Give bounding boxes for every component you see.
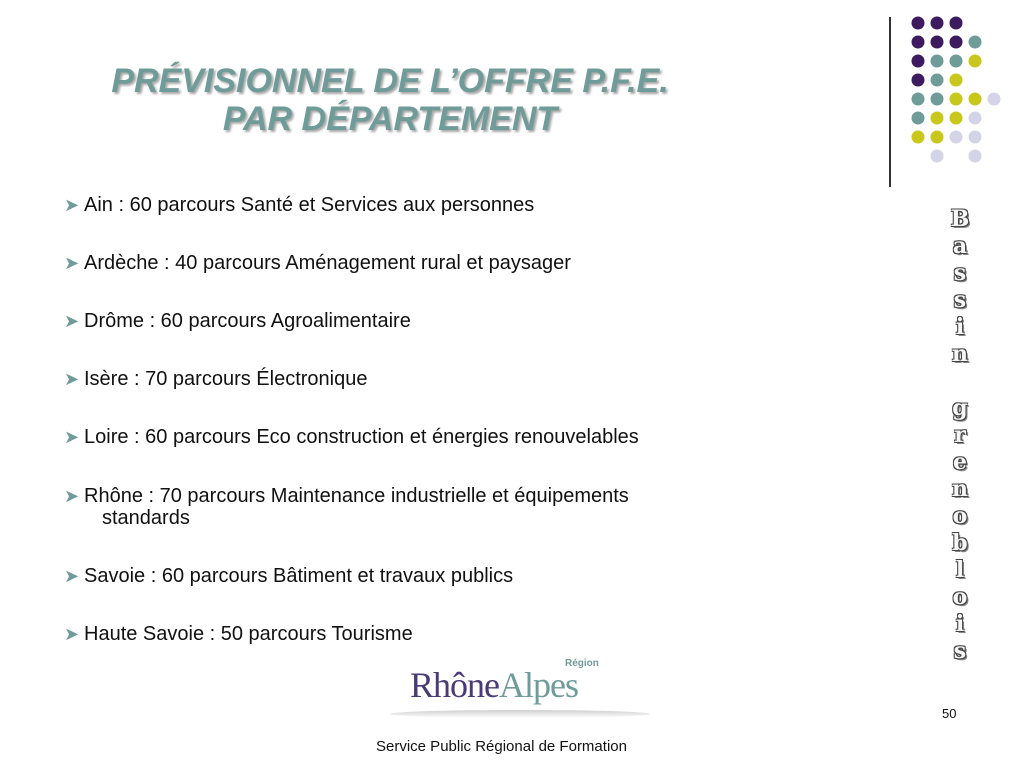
side-label-letter: n [952, 476, 968, 502]
chevron-right-icon: ➤ [64, 427, 80, 447]
bullet-item [64, 565, 784, 587]
decorative-dot [931, 55, 944, 68]
decorative-dot [969, 55, 982, 68]
side-label-letter: s [953, 287, 967, 313]
decorative-dot [931, 93, 944, 106]
decorative-dot [931, 74, 944, 87]
side-label-letters [936, 206, 984, 665]
decorative-dot [931, 131, 944, 144]
decorative-dot [969, 131, 982, 144]
decorative-dot [931, 17, 944, 30]
side-label-letter: b [952, 530, 968, 556]
bullet-item [64, 623, 784, 645]
title-line-1: PRÉVISIONNEL DE L’OFFRE P.F.E. [111, 62, 669, 100]
decorative-dot [912, 93, 925, 106]
chevron-right-icon: ➤ [64, 624, 80, 644]
decorative-dot [912, 55, 925, 68]
decorative-dot [950, 55, 963, 68]
footer-text: Service Public Régional de Formation [376, 738, 627, 755]
bullet-text-continued: standards [102, 507, 190, 529]
chevron-right-icon: ➤ [64, 486, 80, 506]
bullet-text: Ain : 60 parcours Santé et Services aux personnes [84, 194, 535, 216]
decorative-dot [912, 36, 925, 49]
logo-wordmark: RhôneAlpes [410, 665, 578, 705]
side-label-letter: e [953, 449, 967, 475]
chevron-right-icon: ➤ [64, 369, 80, 389]
side-label-letter: o [952, 503, 968, 529]
side-label-letter: l [955, 557, 965, 583]
logo-region-label: Région [565, 658, 599, 669]
decorative-dot [969, 93, 982, 106]
chevron-right-icon: ➤ [64, 311, 80, 331]
bullet-item [64, 194, 784, 216]
decorative-dot [950, 17, 963, 30]
bullet-text: Ardèche : 40 parcours Aménagement rural et paysager [84, 252, 571, 274]
decorative-dot [931, 150, 944, 163]
side-label-letter: r [954, 422, 966, 448]
side-label-letter: B [950, 206, 970, 232]
vertical-divider [889, 17, 891, 187]
bullet-item [64, 252, 784, 274]
side-label-letter: i [955, 314, 965, 340]
bullet-text: Haute Savoie : 50 parcours Tourisme [84, 623, 413, 645]
decorative-dot [950, 131, 963, 144]
decorative-dot [950, 93, 963, 106]
side-label-letter: i [955, 611, 965, 637]
decorative-dot [950, 36, 963, 49]
decorative-dot [931, 112, 944, 125]
bullet-item [64, 426, 784, 448]
side-label-letter: n [952, 341, 968, 367]
bullet-item [64, 485, 784, 529]
bullet-item [64, 368, 784, 390]
decorative-dot [969, 150, 982, 163]
rhonealpes-logo [410, 656, 625, 708]
decorative-dot [931, 36, 944, 49]
bullet-text: Drôme : 60 parcours Agroalimentaire [84, 310, 411, 332]
decorative-dot [950, 112, 963, 125]
side-label-letter: a [952, 233, 968, 259]
decorative-dot [912, 17, 925, 30]
bullet-text: Savoie : 60 parcours Bâtiment et travaux publics [84, 565, 514, 587]
bullet-text: Rhône : 70 parcours Maintenance industrielle et équipements [84, 485, 629, 507]
side-label-letter: s [953, 638, 967, 664]
chevron-right-icon: ➤ [64, 566, 80, 586]
side-label-letter: s [953, 260, 967, 286]
side-label-letter: o [952, 584, 968, 610]
chevron-right-icon: ➤ [64, 253, 80, 273]
decorative-dot [912, 112, 925, 125]
chevron-right-icon: ➤ [64, 195, 80, 215]
side-label-gap [936, 368, 984, 395]
bullet-text: Loire : 60 parcours Eco construction et énergies renouvelables [84, 426, 639, 448]
decorative-dot [969, 36, 982, 49]
decorative-dot [912, 74, 925, 87]
title-line-2: PAR DÉPARTEMENT [222, 100, 558, 138]
slide-title [60, 62, 720, 138]
side-label-letter: g [952, 395, 968, 421]
decorative-dot [950, 74, 963, 87]
page-number: 50 [942, 706, 957, 721]
bullet-item [64, 310, 784, 332]
vertical-side-label [936, 206, 984, 665]
decorative-dot [969, 112, 982, 125]
decorative-dot [988, 93, 1001, 106]
decorative-dot [912, 131, 925, 144]
bullet-text: Isère : 70 parcours Électronique [84, 368, 368, 390]
logo-shadow [390, 710, 650, 718]
